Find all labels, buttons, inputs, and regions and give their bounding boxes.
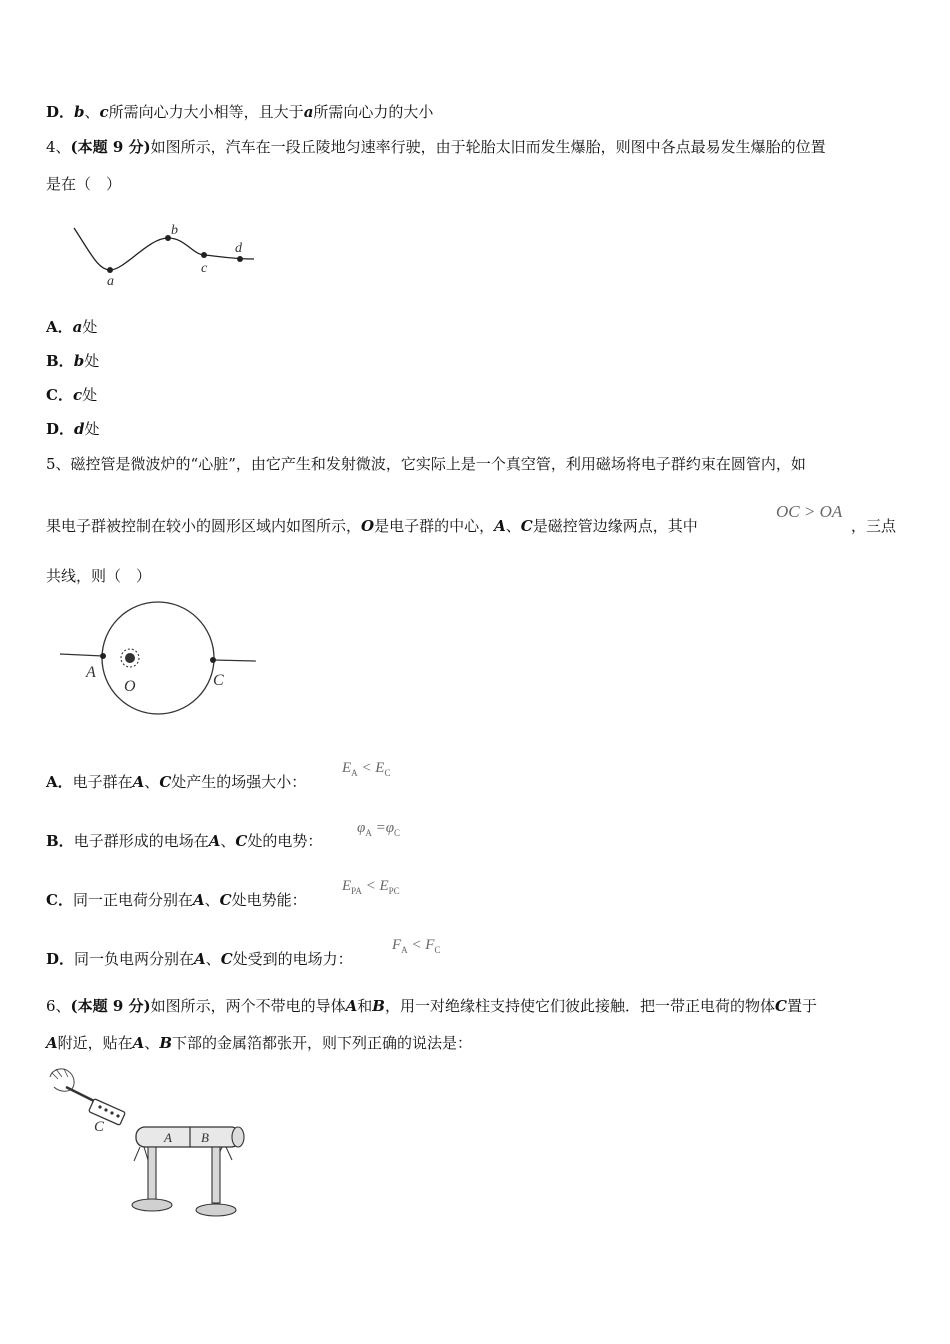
var-b: B	[159, 1034, 172, 1052]
var-a: A	[46, 1034, 58, 1052]
q5-stem-line3: 共线，则（ ）	[46, 567, 152, 585]
stem-text: 是磁控管边缘两点，其中	[532, 517, 698, 535]
label-a: A	[164, 1130, 172, 1145]
question-number: 4、	[46, 138, 71, 156]
stem-text: 是电子群的中心，	[374, 517, 495, 535]
foil-a	[134, 1147, 148, 1161]
sep: 、	[144, 773, 160, 791]
var-a: A	[494, 517, 506, 535]
option-label: B．	[46, 352, 74, 370]
option-text: 电子群形成的电场在	[73, 832, 209, 850]
option-var: c	[72, 386, 83, 404]
option-label: D．	[46, 420, 75, 438]
stem-text: 如图所示，汽车在一段丘陵地匀速率行驶，由于轮胎太旧而发生爆胎，则图中各点最易发生爆胎的位置	[150, 138, 826, 156]
q6-conductor-figure	[44, 1063, 254, 1223]
base-left	[132, 1199, 172, 1211]
option-label: D．	[46, 950, 75, 968]
option-text: 处电势能：	[231, 891, 307, 909]
right-lead	[213, 660, 256, 661]
sep: 、	[205, 950, 221, 968]
q5-stem-line2-end: ，三点	[851, 517, 897, 535]
var-c: c	[99, 103, 109, 121]
q4-stem-line1	[46, 137, 826, 157]
var-b: B	[372, 997, 385, 1015]
option-var: b	[73, 352, 85, 370]
stem-text: 置于	[786, 997, 817, 1015]
conductor-bar	[136, 1127, 240, 1147]
stem-text: 附近，贴在	[57, 1034, 133, 1052]
q4-option-a	[46, 317, 97, 337]
label-d: d	[235, 241, 242, 256]
option-text: 处	[82, 386, 98, 404]
var-a: A	[194, 950, 206, 968]
q6-stem-line1	[46, 996, 817, 1016]
q5-option-b-formula: $\varphi_A =\varphi_C$	[357, 820, 401, 838]
tube-circle	[102, 602, 214, 714]
var-c: C	[520, 517, 533, 535]
text: 所需向心力大小相等，且大于	[108, 103, 304, 121]
option-label: D．	[46, 103, 75, 121]
stem-text: 和	[357, 997, 373, 1015]
q5-stem-line2	[46, 516, 698, 536]
point-a	[107, 267, 113, 273]
option-label: C．	[46, 386, 73, 404]
var-a: a	[303, 103, 314, 121]
option-text: 处	[84, 420, 100, 438]
left-lead	[60, 654, 103, 656]
label-c: C	[94, 1119, 105, 1135]
q5-option-d-formula: $F_A < F_C$	[392, 937, 441, 955]
var-c: C	[159, 773, 172, 791]
point-a	[100, 653, 106, 659]
q3-option-d	[46, 102, 433, 122]
q4-option-b	[46, 351, 99, 371]
var-c: C	[775, 997, 787, 1015]
option-label: B．	[46, 832, 74, 850]
sep: 、	[204, 891, 220, 909]
option-text: 处的电势：	[247, 832, 323, 850]
sep: 、	[84, 103, 100, 121]
q5-stem-line1: 5、磁控管是微波炉的“心脏”，由它产生和发射微波，它实际上是一个真空管，利用磁场将电子群约束在圆管内，如	[46, 455, 806, 473]
q4-option-c	[46, 385, 97, 405]
var-a: A	[345, 997, 358, 1015]
score: (本题 9 分)	[70, 138, 151, 156]
q5-option-c	[46, 890, 307, 910]
q5-magnetron-figure	[60, 598, 260, 728]
var-o: O	[361, 517, 375, 535]
option-var: a	[72, 318, 83, 336]
option-label: A．	[46, 773, 73, 791]
base-right	[196, 1204, 236, 1216]
option-label: C．	[46, 891, 73, 909]
question-number: 6、	[46, 997, 71, 1015]
sep: 、	[144, 1034, 160, 1052]
point-d	[237, 256, 243, 262]
label-a: a	[107, 274, 114, 289]
option-text: 电子群在	[72, 773, 133, 791]
label-c: C	[213, 672, 224, 689]
label-b: b	[171, 223, 178, 238]
q5-option-a-formula: $E_A < E_C$	[342, 760, 391, 778]
label-a: A	[86, 664, 96, 681]
label-o: O	[124, 678, 136, 695]
stand-left	[148, 1147, 156, 1203]
var-b: b	[74, 103, 85, 121]
point-c	[201, 252, 207, 258]
stem-text: 下部的金属箔都张开，则下列正确的说法是：	[172, 1034, 473, 1052]
text: 所需向心力的大小	[313, 103, 434, 121]
label-c: c	[201, 261, 208, 276]
option-text: 同一正电荷分别在	[72, 891, 193, 909]
q4-stem-line2: 是在（ ）	[46, 175, 122, 193]
var-a: A	[132, 773, 145, 791]
stem-text: 果电子群被控制在较小的圆形区域内如图所示，	[46, 517, 362, 535]
option-var: d	[74, 420, 85, 438]
option-text: 处	[84, 352, 100, 370]
q5-option-d	[46, 949, 353, 969]
q4-hill-figure	[70, 222, 270, 292]
stand-right	[212, 1147, 220, 1203]
var-a: A	[132, 1034, 145, 1052]
electron-cloud	[125, 653, 135, 663]
q5-inequality-oc-oa: OC > OA	[776, 502, 843, 521]
q6-stem-line2	[46, 1033, 472, 1053]
q5-option-c-formula: $E_{PA} < E_{PC}$	[342, 878, 400, 896]
option-text: 处产生的场强大小：	[171, 773, 307, 791]
var-c: C	[235, 832, 248, 850]
sep: 、	[505, 517, 521, 535]
score: (本题 9 分)	[70, 997, 151, 1015]
label-b: B	[201, 1130, 209, 1145]
stem-text: 如图所示，两个不带电的导体	[150, 997, 346, 1015]
stem-text: ，用一对绝缘柱支持使它们彼此接触．把一带正电荷的物体	[384, 997, 775, 1015]
option-label: A．	[46, 318, 73, 336]
var-a: A	[192, 891, 205, 909]
option-text: 处	[82, 318, 98, 336]
option-text: 处受到的电场力：	[232, 950, 353, 968]
road-curve	[74, 228, 254, 270]
var-c: C	[220, 950, 233, 968]
q5-option-a	[46, 772, 306, 792]
var-a: A	[208, 832, 221, 850]
point-c	[210, 657, 216, 663]
option-text: 同一负电两分别在	[74, 950, 195, 968]
sep: 、	[220, 832, 236, 850]
var-c: C	[219, 891, 232, 909]
q4-option-d	[46, 419, 100, 439]
q5-option-b	[46, 831, 322, 851]
